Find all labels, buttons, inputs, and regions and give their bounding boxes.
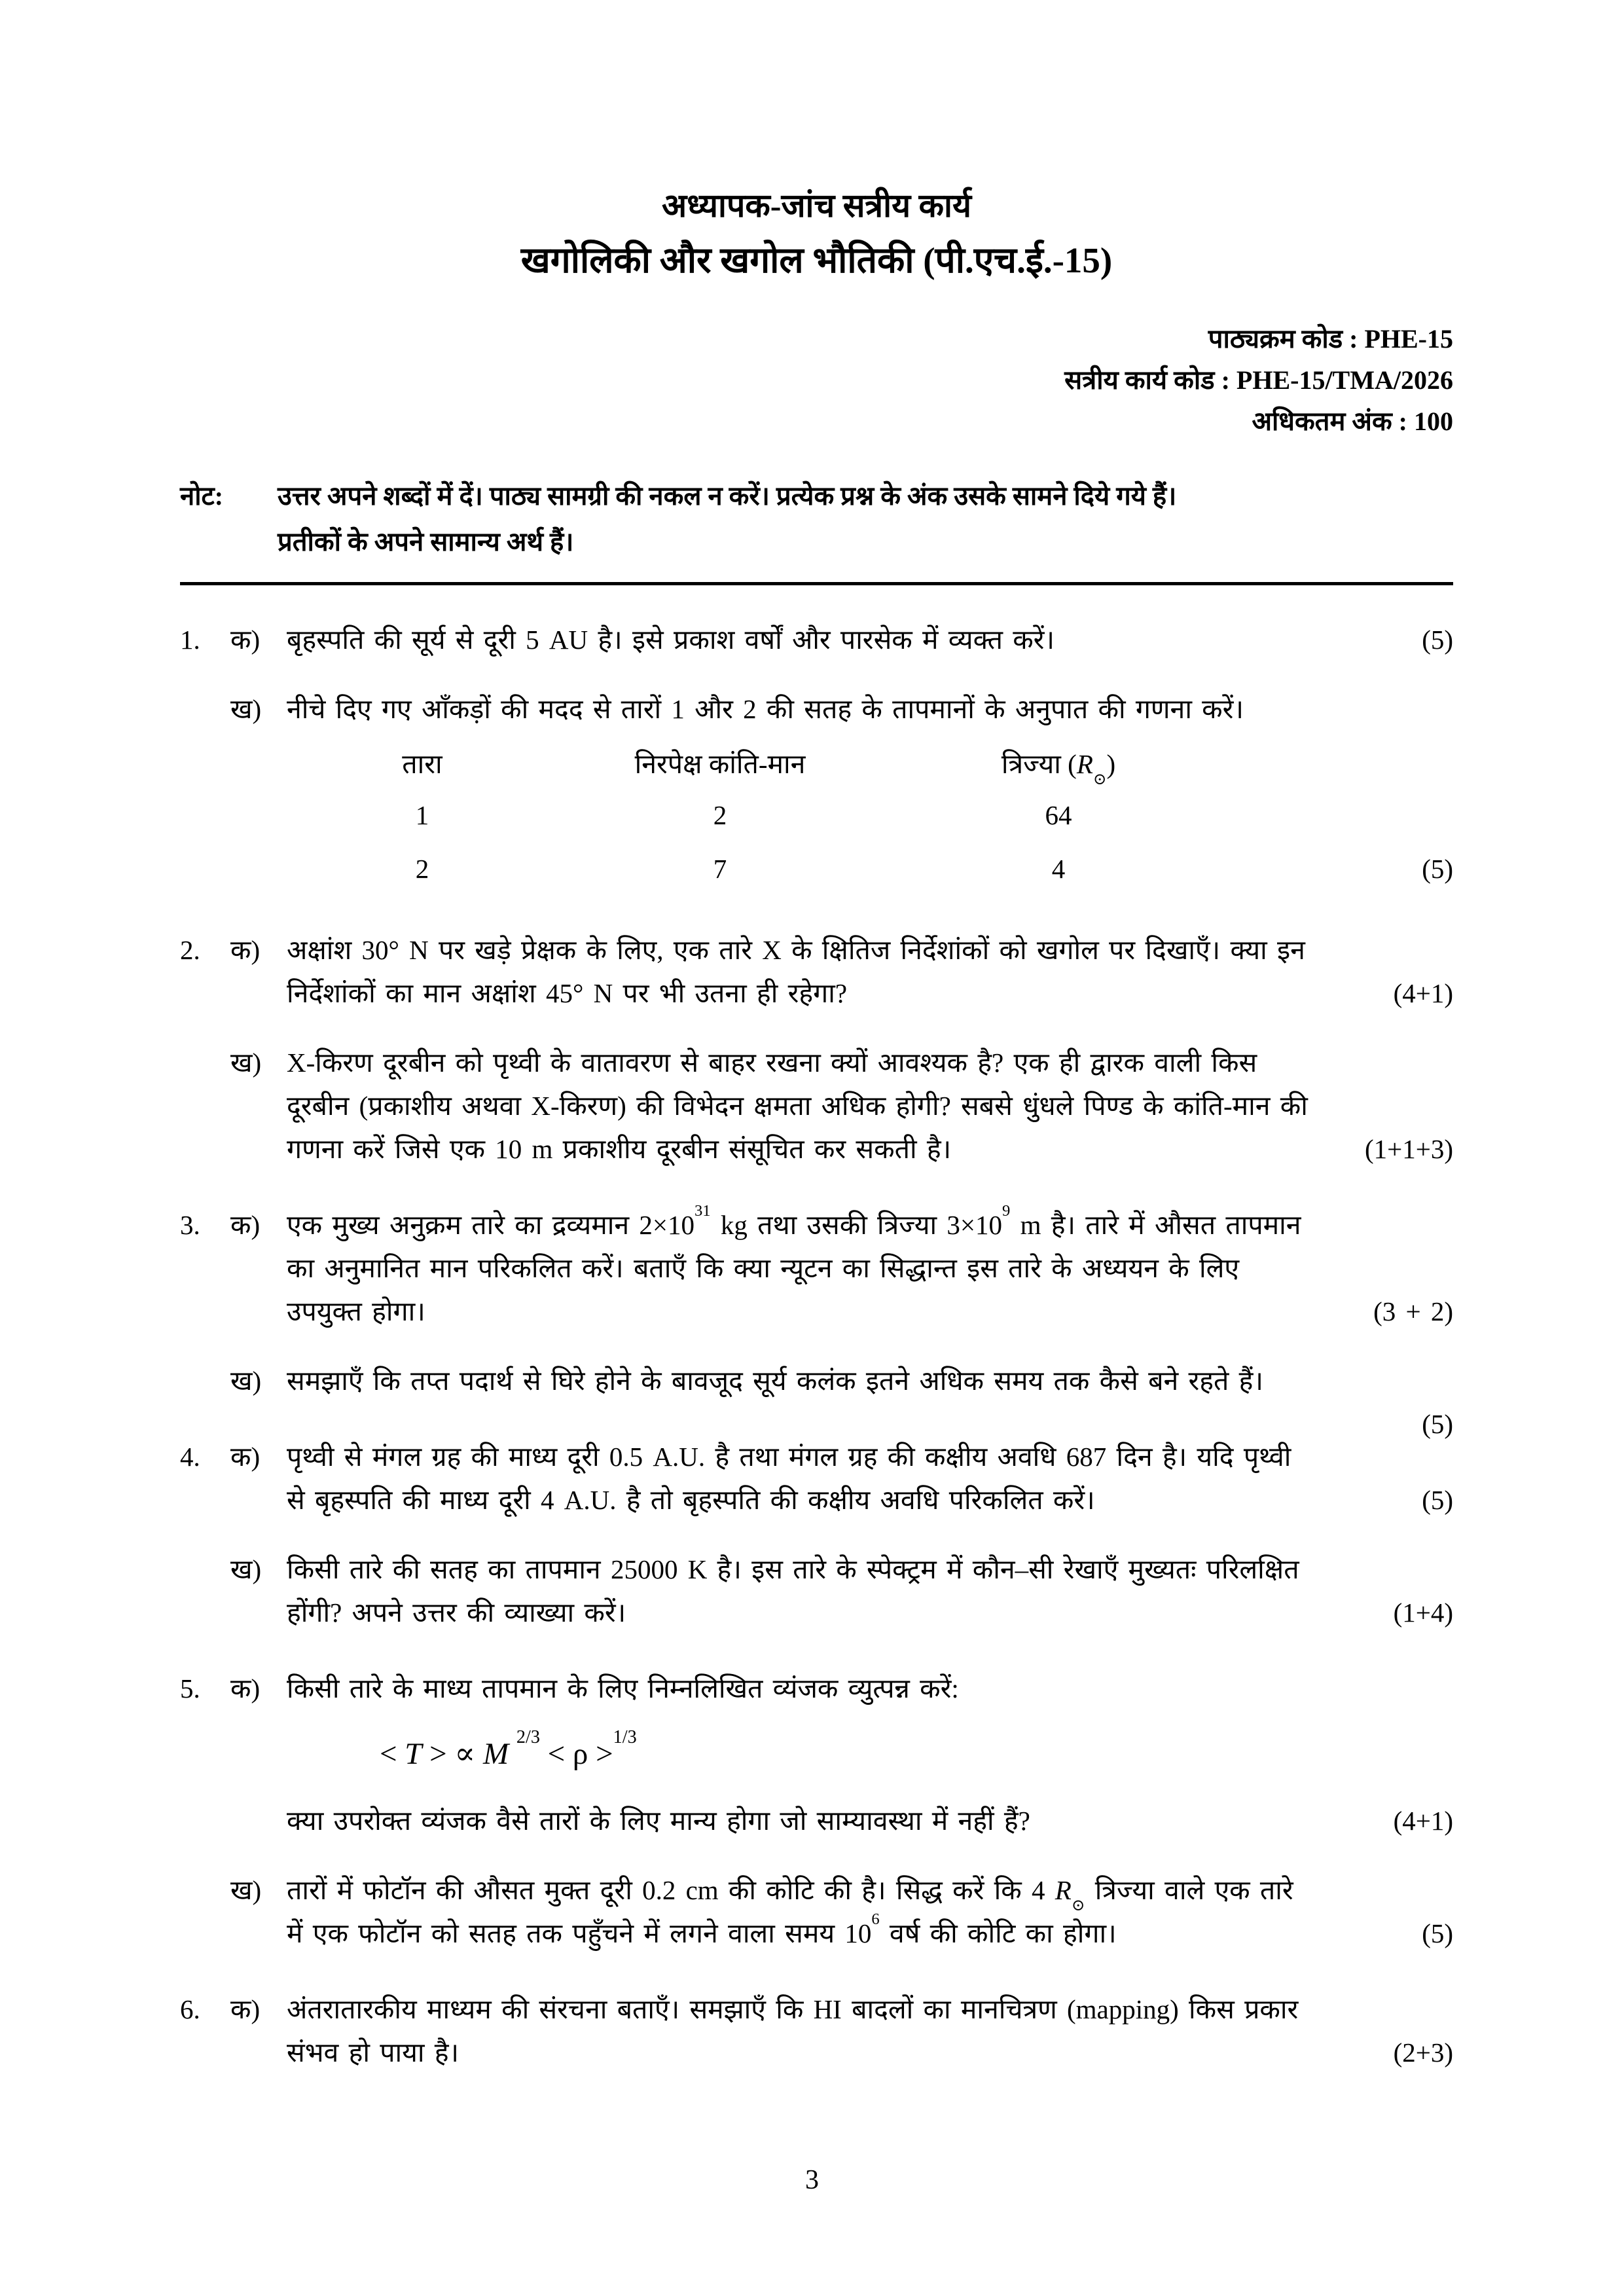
assignment-code: सत्रीय कार्य कोड : PHE-15/TMA/2026 xyxy=(1064,365,1453,395)
question-line xyxy=(287,1041,1453,1084)
part-label: ख) xyxy=(230,1875,262,1905)
question-line xyxy=(287,1435,1453,1478)
table-cell: 2 xyxy=(415,854,429,884)
question-line xyxy=(287,687,1453,731)
text-segment: समझाएँ कि तप्त पदार्थ से घिरे होने के बावजूद सूर्य कलंक इतने अधिक समय तक कैसे बने रहते हैं। xyxy=(287,1366,1263,1396)
question-part xyxy=(180,1548,1453,1634)
text-segment: < ρ > xyxy=(539,1737,613,1771)
question-part xyxy=(180,1667,1453,1842)
question-part xyxy=(180,1359,1453,1439)
marks: (1+4) xyxy=(1393,1597,1453,1628)
course-codes xyxy=(180,318,1453,442)
part-body xyxy=(287,1667,1453,1842)
question-line xyxy=(287,1548,1453,1591)
table-row xyxy=(287,788,1453,842)
table-header-cell xyxy=(287,740,558,788)
text-segment: R xyxy=(1076,749,1093,779)
question-line xyxy=(287,1799,1453,1842)
part-body xyxy=(287,1203,1453,1333)
table-cell: 7 xyxy=(713,854,727,884)
note-line: उत्तर अपने शब्दों में दें। पाठ्य सामग्री की नकल न करें। प्रत्येक प्रश्न के अंक उसके सामने दिये गये हैं। xyxy=(278,481,1177,511)
part-label: ख) xyxy=(230,1366,262,1396)
part-body xyxy=(287,1041,1453,1171)
page-title: अध्यापक-जांच सत्रीय कार्य xyxy=(662,187,971,224)
text-segment: तारों में फोटॉन की औसत मुक्त दूरी 0.2 cm की कोटि की है। सिद्ध करें कि 4 xyxy=(287,1875,1055,1905)
text-segment: दूरबीन (प्रकाशीय अथवा X-किरण) की विभेदन क्षमता अधिक होगी? सबसे धुंधले पिण्ड के कांति-मान की xyxy=(287,1091,1308,1121)
part-label: ख) xyxy=(230,694,262,724)
text-segment: m है। तारे में औसत तापमान xyxy=(1010,1210,1301,1240)
part-body xyxy=(287,687,1453,896)
question-part xyxy=(180,1435,1453,1522)
table-marks-spacer xyxy=(1235,740,1453,788)
formula xyxy=(380,1726,1453,1778)
questions xyxy=(180,618,1453,2074)
text-segment: निर्देशांकों का मान अक्षांश 45° N पर भी उतना ही रहेगा? xyxy=(287,978,848,1008)
question-line xyxy=(287,1912,1453,1955)
text-segment: अक्षांश 30° N पर खड़े प्रेक्षक के लिए, एक तारे X के क्षितिज निर्देशांकों को खगोल पर दिखाएँ। क्या इन xyxy=(287,935,1305,965)
question-number xyxy=(180,1041,230,1171)
text-segment: ⊙ xyxy=(1071,1896,1085,1914)
text-segment: त्रिज्या ( xyxy=(1001,749,1077,779)
part-body xyxy=(287,618,1453,661)
part-label: क) xyxy=(230,1673,261,1704)
note-label: नोट: xyxy=(180,481,224,511)
question-number: 6. xyxy=(180,1994,200,2024)
marks xyxy=(1235,788,1453,842)
marks: (5) xyxy=(1422,1485,1453,1515)
text-segment: किसी तारे की सतह का तापमान 25000 K है। इस तारे के स्पेक्ट्रम में कौन–सी रेखाएँ मुख्यतः परिलक्षित xyxy=(287,1554,1299,1584)
text-segment: नीचे दिए गए आँकड़ों की मदद से तारों 1 और 2 की सतह के तापमानों के अनुपात की गणना करें। xyxy=(287,694,1244,724)
question-part xyxy=(180,1988,1453,2074)
marks: (5) xyxy=(1422,854,1453,884)
part-label: ख) xyxy=(230,1048,262,1078)
text-segment: 9 xyxy=(1002,1201,1011,1220)
question-number: 3. xyxy=(180,1210,200,1240)
question-line xyxy=(287,1667,1453,1710)
text-segment: से बृहस्पति की माध्य दूरी 4 A.U. है तो बृहस्पति की कक्षीय अवधि परिकलित करें। xyxy=(287,1485,1095,1515)
question-number: 5. xyxy=(180,1673,200,1704)
table-cell: 4 xyxy=(1051,854,1066,884)
note-text xyxy=(278,473,1453,565)
text-segment: ) xyxy=(1106,749,1116,779)
question-line xyxy=(287,1478,1453,1522)
part-label: क) xyxy=(230,1210,261,1240)
part-body xyxy=(287,928,1453,1015)
table-cell: 2 xyxy=(713,800,727,830)
part-label: ख) xyxy=(230,1554,262,1584)
note xyxy=(180,473,1453,565)
question-line xyxy=(287,928,1453,972)
question-line xyxy=(287,2031,1453,2074)
table-cell: 1 xyxy=(415,800,429,830)
page-content xyxy=(180,0,1453,2074)
text-segment: ⊙ xyxy=(1092,770,1107,788)
question-line xyxy=(287,1084,1453,1127)
question-line xyxy=(287,1591,1453,1634)
text-segment: त्रिज्या वाले एक तारे xyxy=(1085,1875,1293,1905)
marks: (5) xyxy=(1422,1409,1453,1439)
marks: (1+1+3) xyxy=(1364,1134,1453,1164)
question-number xyxy=(180,1868,230,1955)
course-code: पाठ्यक्रम कोड : PHE-15 xyxy=(1208,324,1453,354)
question-line xyxy=(287,1247,1453,1290)
text-segment: गणना करें जिसे एक 10 m प्रकाशीय दूरबीन संसूचित कर सकती है। xyxy=(287,1134,952,1164)
marks: (4+1) xyxy=(1393,1806,1453,1836)
text-segment: का अनुमानित मान परिकलित करें। बताएँ कि क्या न्यूटन का सिद्धान्त इस तारे के अध्ययन के लिए xyxy=(287,1253,1240,1283)
table-header-cell xyxy=(558,740,882,788)
marks: (2+3) xyxy=(1393,2037,1453,2068)
page-number: 3 xyxy=(805,2165,819,2195)
text-segment: kg तथा उसकी त्रिज्या 3×10 xyxy=(710,1210,1003,1240)
text-segment: R xyxy=(1055,1875,1072,1905)
part-label: क) xyxy=(230,1994,261,2024)
text-segment: X-किरण दूरबीन को पृथ्वी के वातावरण से बाहर रखना क्यों आवश्यक है? एक ही द्वारक वाली किस xyxy=(287,1048,1257,1078)
question-line xyxy=(287,972,1453,1015)
marks: (3 + 2) xyxy=(1373,1296,1453,1326)
part-label: क) xyxy=(230,935,261,965)
divider-rule xyxy=(180,582,1453,585)
text-segment: T xyxy=(405,1737,422,1771)
question-line xyxy=(287,1868,1453,1912)
question-part xyxy=(180,1868,1453,1955)
text-segment: 1/3 xyxy=(613,1726,637,1747)
part-body xyxy=(287,1868,1453,1955)
text-segment: में एक फोटॉन को सतह तक पहुँचने में लगने वाला समय 10 xyxy=(287,1918,872,1948)
question-part xyxy=(180,1041,1453,1171)
question-number: 4. xyxy=(180,1442,200,1472)
marks: (5) xyxy=(1422,625,1453,655)
text-segment: वर्ष की कोटि का होगा। xyxy=(879,1918,1117,1948)
question-number xyxy=(180,687,230,896)
text-segment: किसी तारे के माध्य तापमान के लिए निम्नलिखित व्यंजक व्युत्पन्न करें: xyxy=(287,1673,959,1704)
marks: (4+1) xyxy=(1393,978,1453,1008)
question-line xyxy=(287,1359,1453,1402)
part-label: क) xyxy=(230,1442,261,1472)
text-segment: 31 xyxy=(694,1201,711,1220)
text-segment: तारा xyxy=(402,749,442,779)
question-line xyxy=(287,1127,1453,1171)
page-subtitle: खगोलिकी और खगोल भौतिकी (पी.एच.ई.-15) xyxy=(520,240,1113,280)
question-line xyxy=(287,1290,1453,1333)
text-segment: एक मुख्य अनुक्रम तारे का द्रव्यमान 2×10 xyxy=(287,1210,695,1240)
question-part xyxy=(180,1203,1453,1333)
question-line xyxy=(287,1203,1453,1247)
text-segment: क्या उपरोक्त व्यंजक वैसे तारों के लिए मान्य होगा जो साम्यावस्था में नहीं हैं? xyxy=(287,1806,1030,1836)
text-segment: संभव हो पाया है। xyxy=(287,2037,460,2068)
part-body xyxy=(287,1548,1453,1634)
question-number xyxy=(180,1548,230,1634)
text-segment: होंगी? अपने उत्तर की व्याख्या करें। xyxy=(287,1597,626,1628)
table-row xyxy=(287,842,1453,896)
part-label: क) xyxy=(230,625,261,655)
question-number: 2. xyxy=(180,935,200,965)
part-body xyxy=(287,1988,1453,2074)
note-line: प्रतीकों के अपने सामान्य अर्थ हैं। xyxy=(278,527,574,556)
part-body xyxy=(287,1435,1453,1522)
table-header-row xyxy=(287,740,1453,788)
text-segment xyxy=(509,1737,516,1771)
text-segment: < xyxy=(380,1737,405,1771)
header xyxy=(180,0,1453,284)
table-cell: 64 xyxy=(1045,800,1072,830)
marks: (5) xyxy=(1422,1918,1453,1948)
part-body xyxy=(287,1359,1453,1439)
text-segment: निरपेक्ष कांति-मान xyxy=(634,749,806,779)
question-part xyxy=(180,687,1453,896)
text-segment: अंतरातारकीय माध्यम की संरचना बताएँ। समझाएँ कि HI बादलों का मानचित्रण (mapping) किस प्रकार xyxy=(287,1994,1299,2024)
data-table xyxy=(287,740,1453,896)
question-part xyxy=(180,618,1453,661)
text-segment: बृहस्पति की सूर्य से दूरी 5 AU है। इसे प्रकाश वर्षों और पारसेक में व्यक्त करें। xyxy=(287,625,1055,655)
text-segment: उपयुक्त होगा। xyxy=(287,1296,425,1326)
question-number xyxy=(180,1359,230,1402)
text-segment: 6 xyxy=(871,1910,880,1928)
text-segment: 2/3 xyxy=(516,1726,540,1747)
question-line xyxy=(287,1988,1453,2031)
question-part xyxy=(180,928,1453,1015)
text-segment: पृथ्वी से मंगल ग्रह की माध्य दूरी 0.5 A.U. है तथा मंगल ग्रह की कक्षीय अवधि 687 दिन है। यदि पृथ्वी xyxy=(287,1442,1291,1472)
question-number: 1. xyxy=(180,625,200,655)
text-segment: > ∝ xyxy=(422,1737,483,1771)
max-marks: अधिकतम अंक : 100 xyxy=(1252,407,1453,436)
question-line xyxy=(287,618,1453,661)
table-header-cell xyxy=(882,740,1235,788)
text-segment: M xyxy=(482,1737,509,1771)
